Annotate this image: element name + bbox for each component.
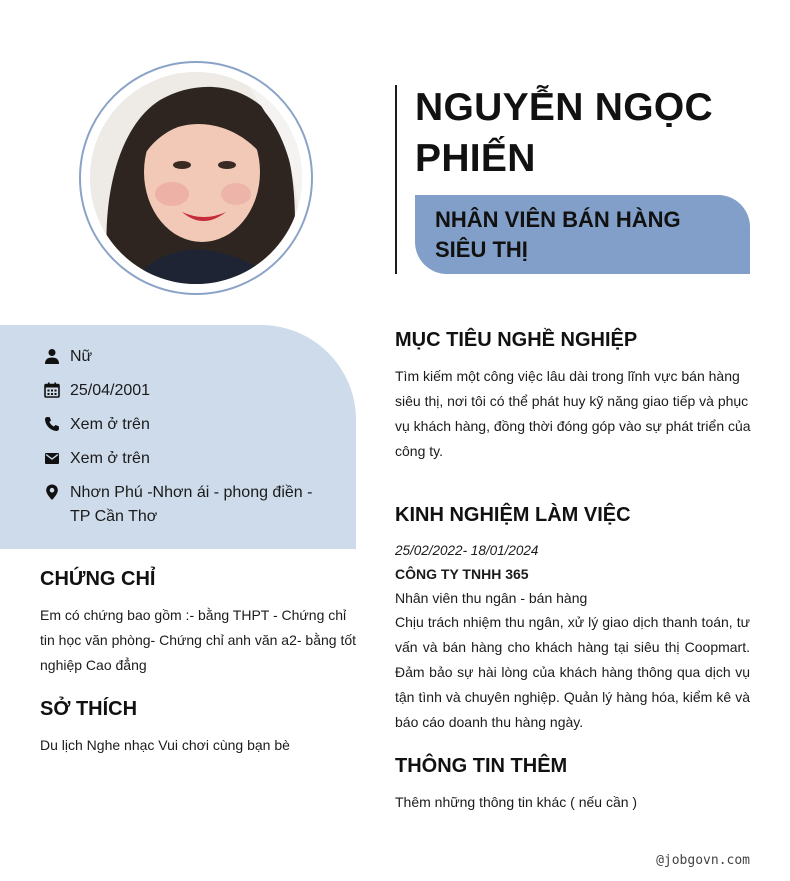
certificates-heading: CHỨNG CHỈ	[40, 568, 156, 590]
job-title-banner	[415, 195, 750, 274]
experience-description: Chịu trách nhiệm thu ngân, xử lý giao dịch thanh toán, tư vấn và bán hàng cho khách hàng tại siêu thị Coopmart. Đảm bảo sự hài lòng của khách hàng thông qua dịch vụ tận tình và chuyên nghiệp. Quản lý hàng hóa, kiểm kê và báo cáo doanh thu hàng ngày.	[395, 614, 750, 730]
contact-email	[44, 447, 334, 471]
contact-panel	[0, 325, 356, 549]
job-title: NHÂN VIÊN BÁN HÀNG SIÊU THỊ	[435, 207, 681, 262]
hobbies-text: Du lịch Nghe nhạc Vui chơi cùng bạn bè	[40, 737, 290, 753]
profile-photo	[79, 61, 313, 295]
location-pin-icon	[44, 484, 60, 500]
calendar-icon	[44, 382, 60, 398]
contact-phone	[44, 413, 334, 437]
certificates-text: Em có chứng bao gồm :- bằng THPT - Chứng chỉ tin học văn phòng- Chứng chỉ anh văn a2- bằng tốt nghiệp Cao đẳng	[40, 607, 357, 673]
experience-date-range: 25/02/2022- 18/01/2024	[395, 543, 539, 558]
objective-text: Tìm kiếm một công việc lâu dài trong lĩnh vực bán hàng siêu thị, nơi tôi có thể phát huy kỹ năng giao tiếp và phục vụ khách hàng, đồng thời đóng góp vào sự phát triển của công ty.	[395, 368, 751, 459]
experience-company: CÔNG TY TNHH 365	[395, 566, 529, 582]
address-value: Nhơn Phú -Nhơn ái - phong điền - TP Cần Thơ	[70, 484, 313, 525]
phone-value: Xem ở trên	[70, 416, 150, 433]
experience-role: Nhân viên thu ngân - bán hàng	[395, 590, 588, 606]
email-value: Xem ở trên	[70, 450, 150, 467]
person-icon	[44, 348, 60, 364]
gender-value: Nữ	[70, 348, 93, 365]
additional-info-text: Thêm những thông tin khác ( nếu cần )	[395, 794, 638, 810]
objective-heading: MỤC TIÊU NGHỀ NGHIỆP	[395, 329, 638, 351]
name-divider	[395, 85, 397, 274]
contact-gender	[44, 345, 334, 369]
contact-birthday	[44, 379, 334, 403]
birthday-value: 25/04/2001	[70, 382, 151, 399]
profile-photo-image	[90, 72, 302, 284]
contact-address	[44, 481, 334, 529]
experience-heading: KINH NGHIỆM LÀM VIỆC	[395, 504, 631, 526]
watermark: @jobgovn.com	[656, 853, 750, 868]
phone-icon	[44, 416, 60, 432]
envelope-icon	[44, 450, 60, 466]
hobbies-heading: SỞ THÍCH	[40, 698, 138, 720]
full-name: NGUYỄN NGỌC PHIẾN	[415, 86, 713, 180]
additional-info-heading: THÔNG TIN THÊM	[395, 755, 568, 777]
